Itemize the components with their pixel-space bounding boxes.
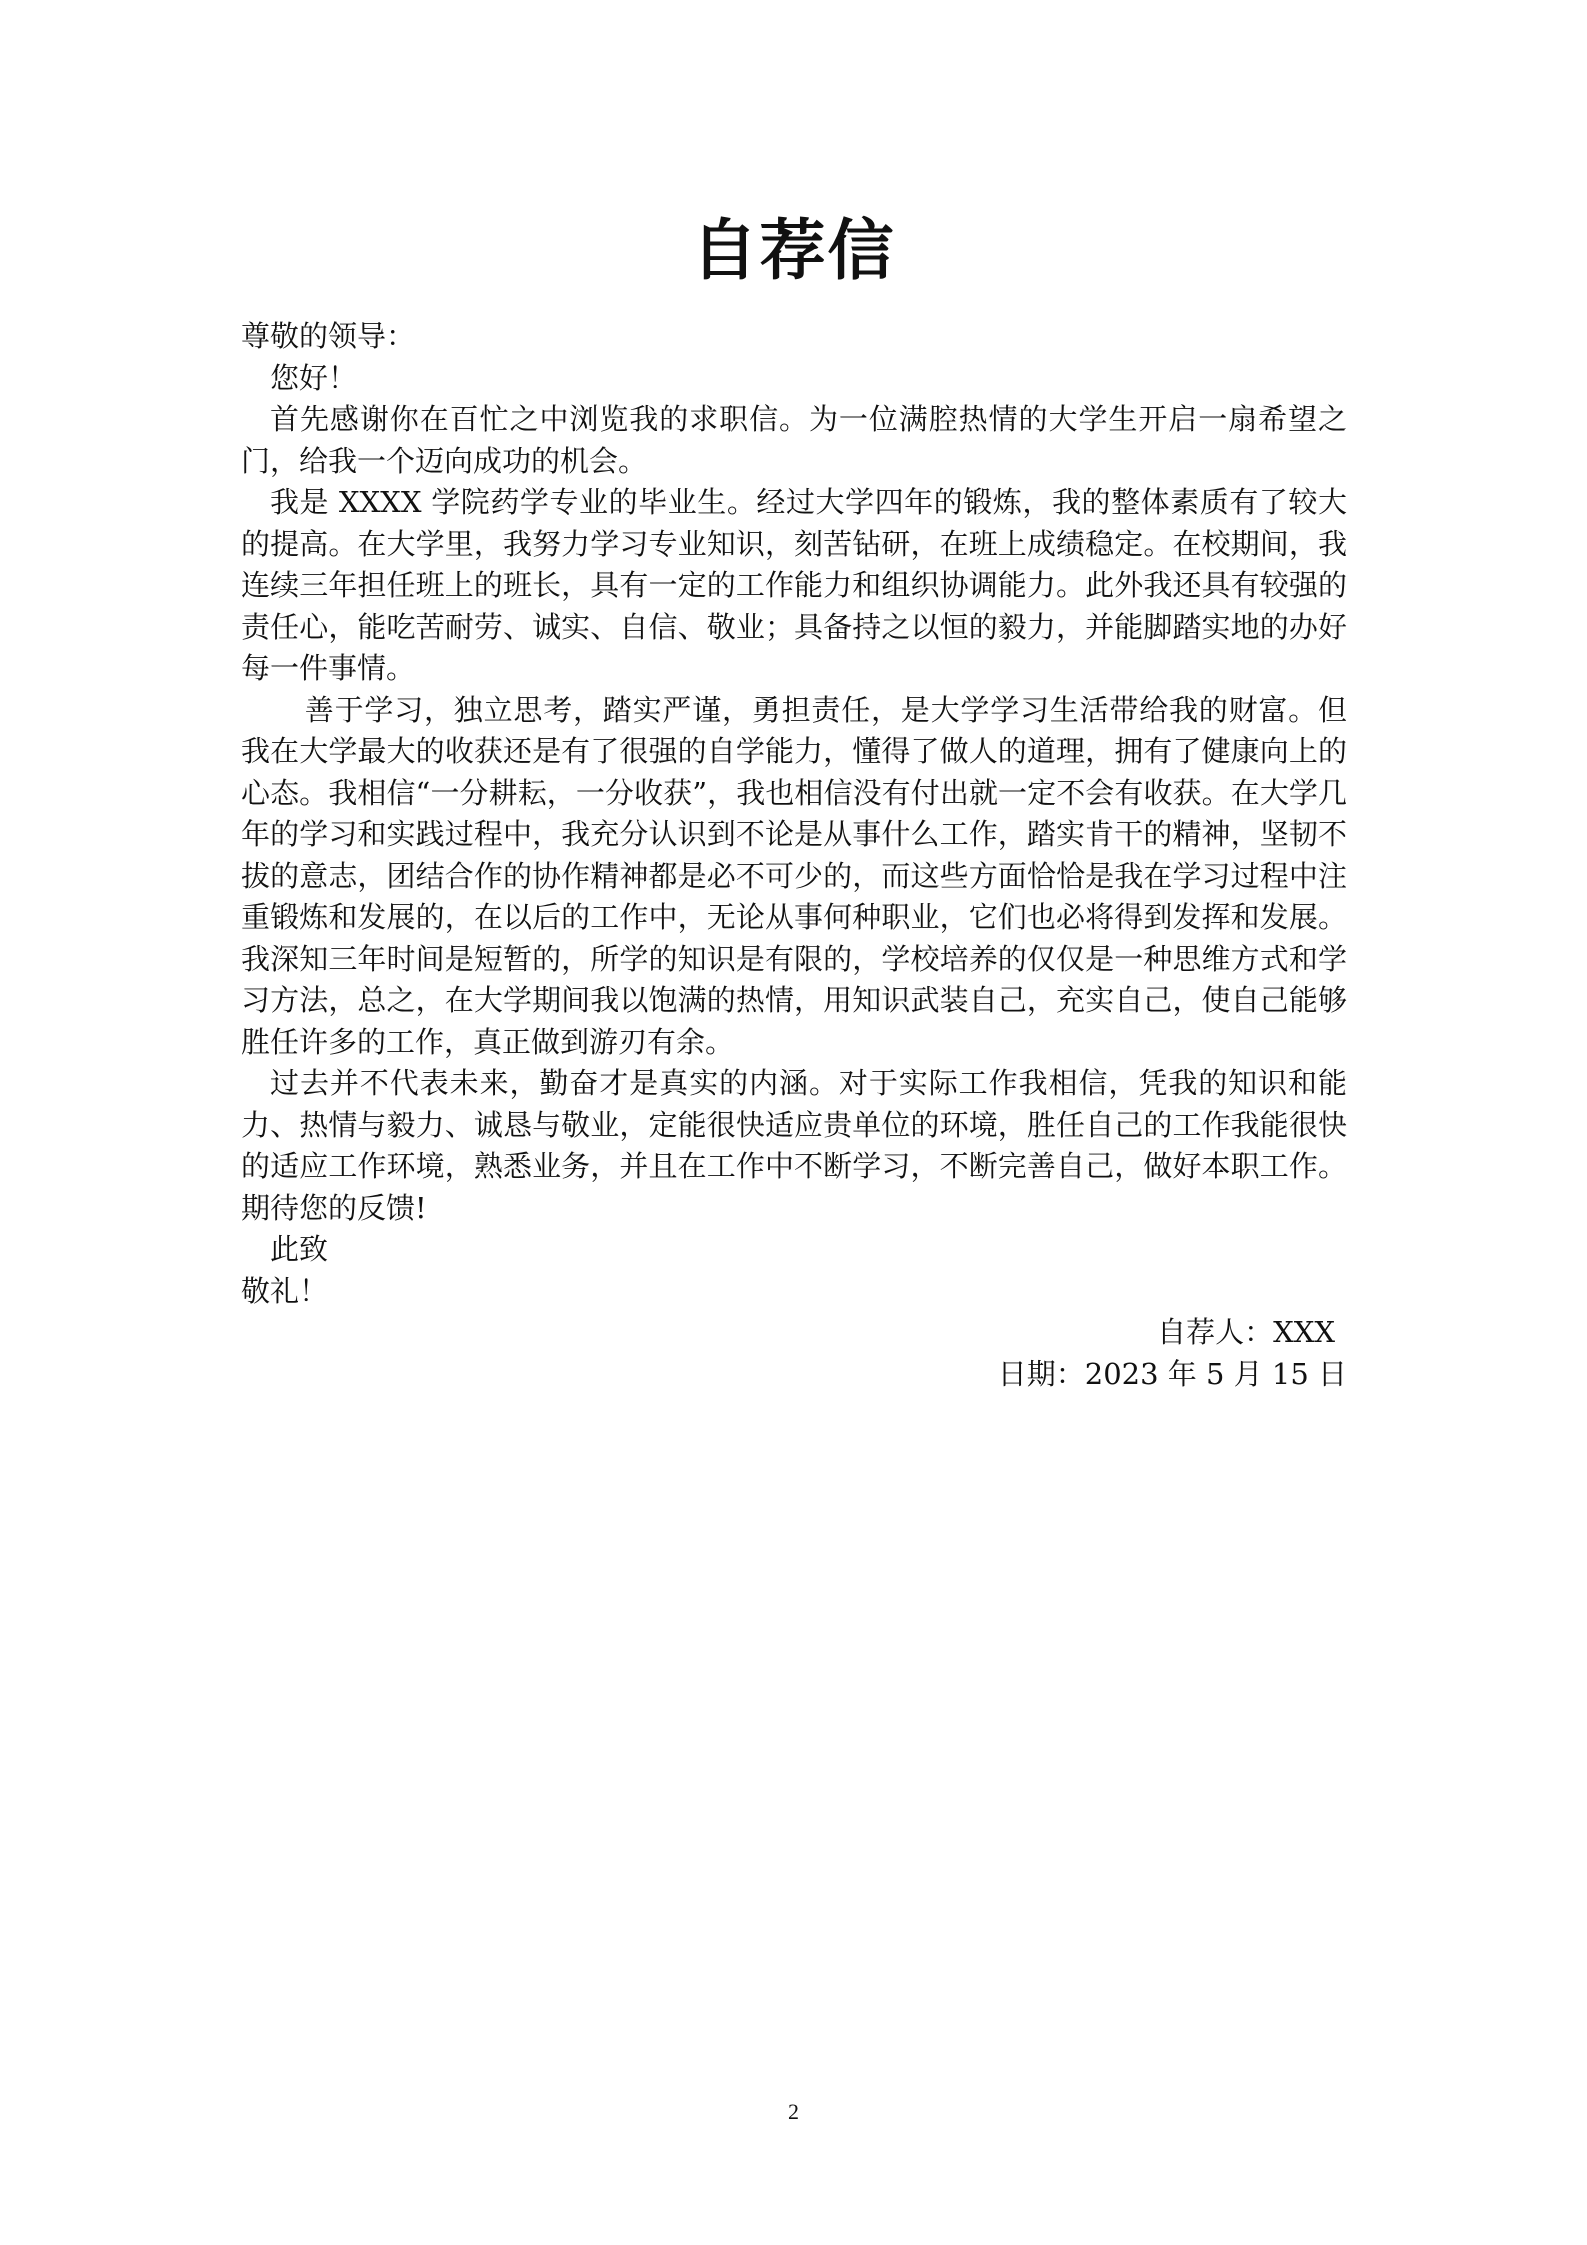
signer: 自荐人：XXX — [1157, 1315, 1335, 1349]
paragraph-2: 我是 XXXX 学院药学专业的毕业生。经过大学四年的锻炼，我的整体素质有了较大的提高。在大学里，我努力学习专业知识，刻苦钻研，在班上成绩稳定。在校期间，我连续三年担任班上的班长，具有一定的工作能力和组织协调能力。此外我还具有较强的责任心，能吃苦耐劳、诚实、自信、敬业；具备持之以恒的毅力，并能脚踏实地的办好每一件事情。 — [241, 485, 1347, 685]
greeting: 您好！ — [270, 360, 358, 395]
paragraph-1: 首先感谢你在百忙之中浏览我的求职信。为一位满腔热情的大学生开启一扇希望之门，给我一个迈向成功的机会。 — [241, 402, 1347, 478]
regards: 敬礼！ — [241, 1273, 329, 1308]
paragraph-4: 过去并不代表未来，勤奋才是真实的内涵。对于实际工作我相信，凭我的知识和能力、热情与毅力、诚恳与敬业，定能很快适应贵单位的环境，胜任自己的工作我能很快的适应工作环境，熟悉业务，并且在工作中不断学习，不断完善自己，做好本职工作。期待您的反馈! — [241, 1066, 1347, 1225]
date: 日期：2023 年 5 月 15 日 — [997, 1356, 1347, 1391]
letter-body — [241, 316, 1347, 1395]
closing: 此致 — [270, 1232, 329, 1266]
salutation: 尊敬的领导： — [241, 319, 416, 353]
paragraph-3: 善于学习，独立思考，踏实严谨，勇担责任，是大学学习生活带给我的财富。但我在大学最大的收获还是有了很强的自学能力，懂得了做人的道理，拥有了健康向上的心态。我相信“一分耕耘，一分收获”，我也相信没有付出就一定不会有收获。在大学几年的学习和实践过程中，我充分认识到不论是从事什么工作，踏实肯干的精神，坚韧不拔的意志，团结合作的协作精神都是必不可少的，而这些方面恰恰是我在学习过程中注重锻炼和发展的，在以后的工作中，无论从事何种职业，它们也必将得到发挥和发展。我深知三年时间是短暂的，所学的知识是有限的，学校培养的仅仅是一种思维方式和学习方法，总之，在大学期间我以饱满的热情，用知识武装自己，充实自己，使自己能够胜任许多的工作，真正做到游刃有余。 — [241, 692, 1347, 1059]
page-title: 自荐信 — [691, 211, 896, 289]
page-number: 2 — [788, 2099, 799, 2124]
